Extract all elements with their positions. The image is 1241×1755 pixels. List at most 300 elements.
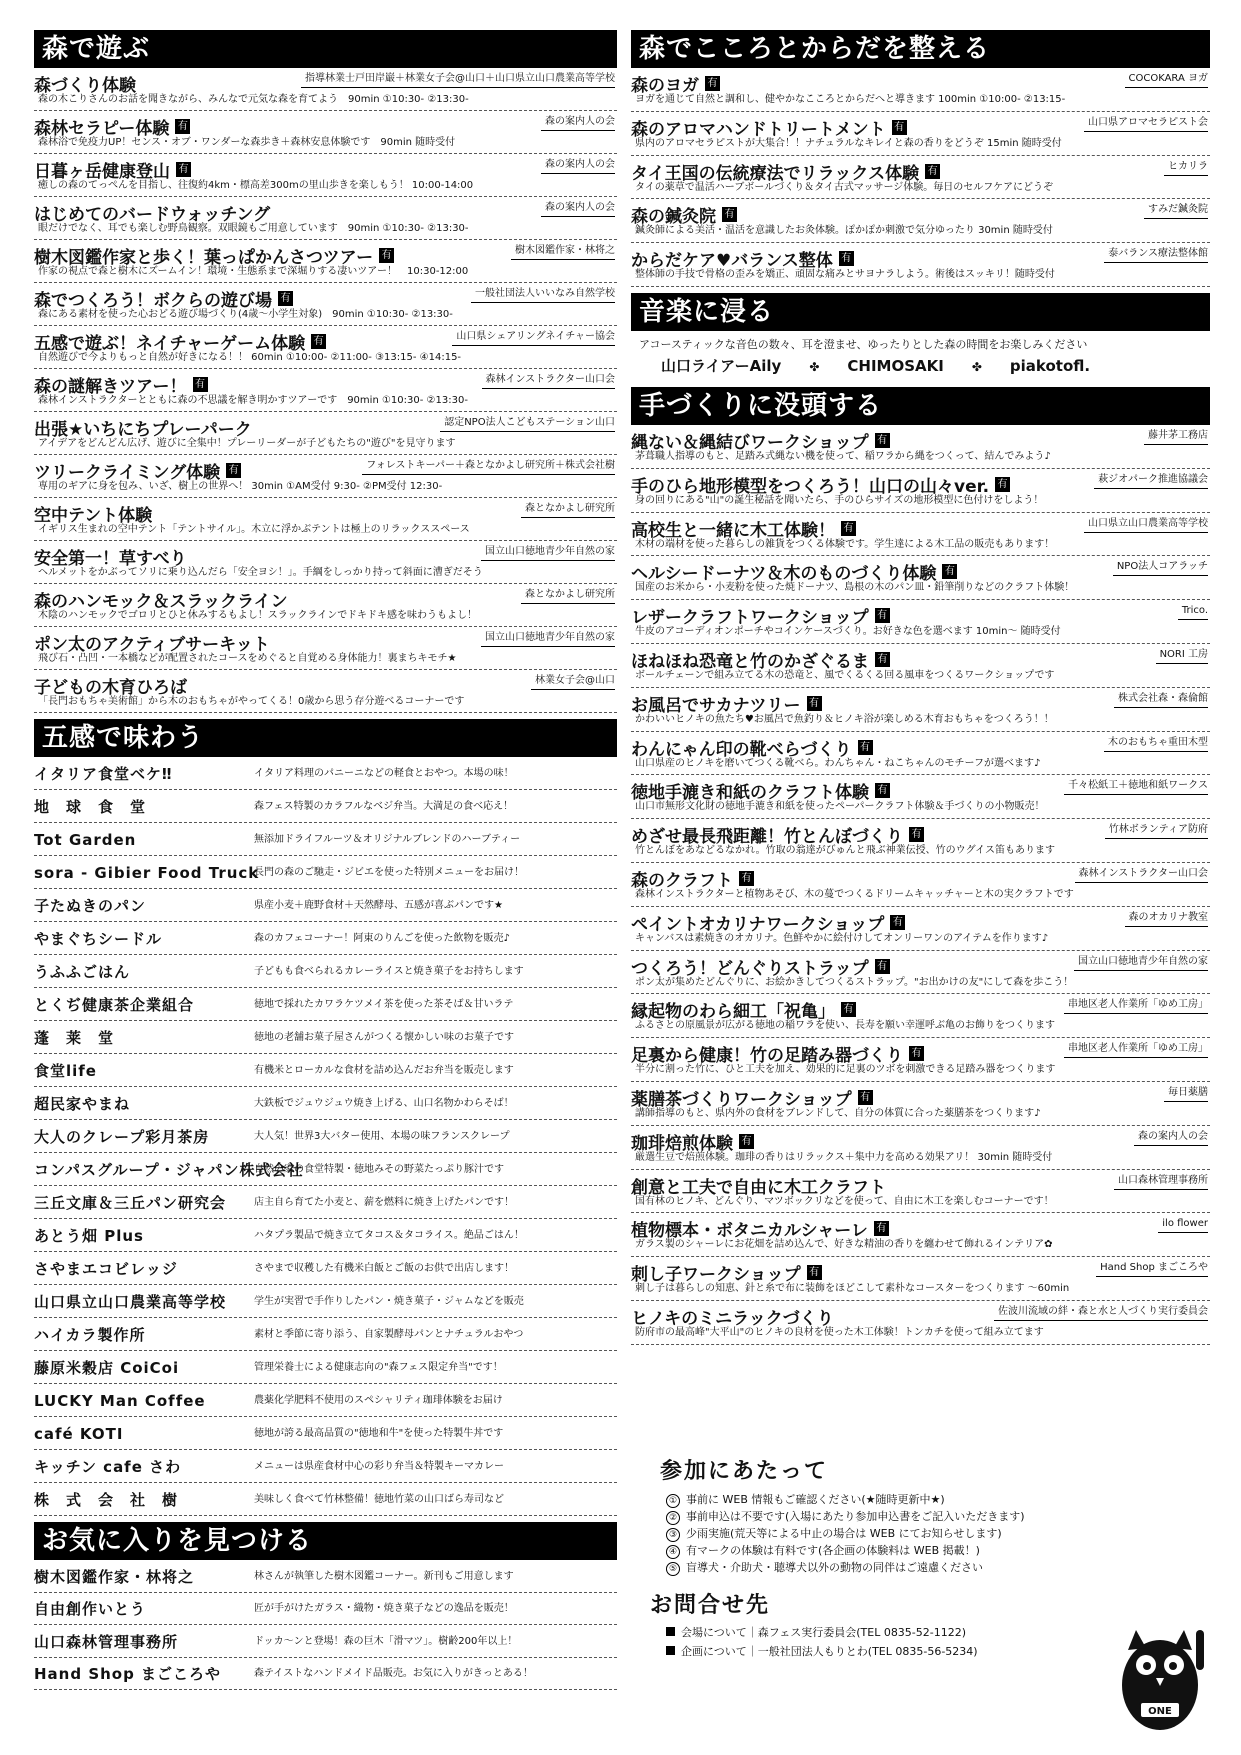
section-play-in-forest (34, 30, 617, 713)
activity-item[interactable] (631, 156, 1210, 200)
artist-name: CHIMOSAKI (847, 356, 944, 375)
activity-description: アイデアをどんどん広げ、遊びに全集中！プレーリーダーが子どもたちの"遊び"を見守ります (38, 438, 456, 449)
activity-title: めざせ最長飛距離！竹とんぼづくり (631, 827, 903, 848)
shop-vendor-name: 山口森林管理事務所 (34, 1632, 179, 1651)
food-vendor-description: メニューは県産食材中心の彩り弁当＆特製キーマカレー (254, 1460, 504, 1472)
food-vendor-description: 森フェス特製のカラフルなベジ弁当。大満足の食べ応え！ (254, 800, 514, 812)
food-vendor-description: 県産小麦＋鹿野食材＋天然酵母、五感が喜ぶパンです★ (254, 899, 503, 911)
shop-vendor-name: Hand Shop まごころや (34, 1665, 222, 1683)
activity-title-line (631, 910, 1210, 935)
activity-item[interactable] (34, 369, 617, 412)
activity-title: タイ王国の伝統療法でリラックス体験 (631, 163, 920, 184)
activity-organizer: 株式会社森・森倫館 (1114, 691, 1208, 708)
food-vendor-description: 大鉄板でジュウジュウ焼き上げる、山口名物かわらそば！ (254, 1097, 514, 1109)
activity-description: ボールチェーンで組み立てる木の恐竜と、風でくるくる回る風車をつくるワークショップです (635, 669, 1055, 681)
food-vendor-name: イタリア食堂ベケ‼ (34, 764, 173, 783)
activity-description: 半分に割った竹に、ひと工夫を加え、効果的に足裏のツボを刺激できる足踏み器をつくります (635, 1064, 1056, 1076)
square-bullet-icon (666, 1627, 675, 1636)
activity-organizer: 木のおもちゃ重田木型 (1104, 735, 1208, 752)
activity-description: 整体師の手技で骨格の歪みを矯正、頑固な痛みとサヨナラしよう。術後はスッキリ！随時受付 (635, 269, 1055, 281)
note-text: 事前に WEB 情報もご確認ください(★随時更新中★) (686, 1493, 945, 1506)
activity-title: ツリークライミング体験 (34, 463, 221, 483)
activity-organizer: 竹林ボランティア防府 (1105, 822, 1208, 839)
food-vendor-name: とくぢ健康茶企業組合 (34, 995, 195, 1014)
activity-description: 茅葺職人指導のもと、足踏み式縄ない機を使って、稲ワラから縄をつくって、結んでみよう♪ (635, 450, 1051, 462)
activity-item[interactable] (34, 283, 617, 326)
activity-organizer: 国立山口徳地青少年自然の家 (481, 544, 615, 561)
food-vendor-description: さやまで収穫した有機米白飯とご飯のお供で出店します！ (254, 1262, 514, 1274)
activity-title: 子どもの木育ひろば (34, 678, 187, 698)
activity-organizer: NPO法人コアラッチ (1113, 559, 1208, 576)
activity-item[interactable] (631, 907, 1210, 951)
activity-description: 木材の端材を使った暮らしの雑貨をつくる体験です。学生達による木工品の販売もあります！ (635, 538, 1055, 550)
paid-badge-icon: 有 (839, 251, 854, 266)
paid-badge-icon: 有 (739, 1134, 754, 1149)
food-vendor-description: 徳地の老舗お菓子屋さんがつくる懐かしい味のお菓子です (254, 1031, 514, 1043)
shop-vendor[interactable] (34, 1658, 617, 1691)
food-vendor-name: 地 球 食 堂 (34, 797, 147, 816)
paid-badge-icon: 有 (875, 783, 890, 798)
activity-item[interactable] (631, 1170, 1210, 1214)
note-item (650, 1525, 1210, 1542)
activity-title-line (34, 114, 617, 139)
paid-badge-icon: 有 (175, 119, 190, 134)
activity-title: 森づくり体験 (34, 76, 136, 96)
food-vendor-name: 蓬 莱 堂 (34, 1028, 115, 1047)
food-vendor[interactable] (34, 1153, 617, 1186)
section-body-and-mind (631, 30, 1210, 287)
food-vendor-description: 自然の家の食堂特製・徳地みその野菜たっぷり豚汁です (254, 1163, 504, 1175)
activity-title: 高校生と一緒に木工体験！ (631, 520, 835, 541)
food-vendor-name: さやまエコビレッジ (34, 1259, 178, 1278)
activity-item[interactable] (34, 584, 617, 627)
activity-description: 森にある素材を使った心おどる遊び場づくり(4歳〜小学生対象) 90min ①10:30- ②13:30- (38, 309, 453, 320)
activity-item[interactable] (631, 112, 1210, 156)
artist-name: piakotofl. (1009, 356, 1091, 375)
activity-description: 国有林のヒノキ、どんぐり、マツボックリなどを使って、自由に木工を楽しむコーナーです！ (635, 1195, 1054, 1207)
activity-item[interactable] (631, 994, 1210, 1038)
activity-organizer: 萩ジオパーク推進協議会 (1094, 472, 1208, 489)
paid-badge-icon: 有 (890, 915, 905, 930)
notes-list (650, 1491, 1210, 1576)
food-vendor[interactable] (34, 955, 617, 988)
activity-title: 足裏から健康！竹の足踏み器づくり (631, 1046, 903, 1067)
contact-title: お問合せ先 (650, 1593, 771, 1618)
activity-organizer: 毎日薬膳 (1164, 1085, 1208, 1102)
food-vendor[interactable] (34, 1417, 617, 1450)
activity-organizer: ヒカリラ (1164, 159, 1208, 176)
contact-text: 企画について｜一般社団法人もりとわ(TEL 0835-56-5234) (681, 1645, 978, 1658)
activity-item[interactable] (34, 240, 617, 283)
paid-badge-icon: 有 (739, 871, 754, 886)
activity-organizer: すみだ鍼灸院 (1144, 202, 1208, 219)
paid-badge-icon: 有 (807, 1265, 822, 1280)
section-heading: 森でこころとからだを整える (631, 30, 1210, 68)
music-artists (631, 353, 1210, 381)
activity-organizer: COCOKARA ヨガ (1125, 71, 1209, 88)
paid-badge-icon: 有 (875, 959, 890, 974)
activity-title-line (631, 647, 1210, 672)
food-vendor[interactable] (34, 790, 617, 823)
note-number: ③ (666, 1528, 680, 1542)
food-vendor-description: 美味しく食べて竹林整備！徳地竹菜の山口ばら寿司など (254, 1493, 504, 1505)
activity-organizer: 国立山口徳地青少年自然の家 (1074, 954, 1208, 971)
food-vendor-name: café KOTI (34, 1424, 124, 1443)
activity-item[interactable] (631, 863, 1210, 907)
activity-item[interactable] (34, 498, 617, 541)
paid-badge-icon: 有 (278, 291, 293, 306)
owl-mascot-icon (1110, 1610, 1210, 1740)
food-vendor-name: 大人のクレープ彩月茶房 (34, 1127, 210, 1146)
activity-description: 眼だけでなく、耳でも楽しむ野鳥観察。双眼鏡もご用意しています 90min ①10:30- ②13:30- (38, 223, 469, 234)
shop-vendor-description: 森テイストなハンドメイド品販売。お気に入りがきっとある！ (254, 1668, 533, 1679)
activity-title: 空中テント体験 (34, 506, 153, 526)
shop-vendor-description: 匠が手がけたガラス・織物・焼き菓子などの逸品を販売！ (254, 1603, 514, 1614)
paid-badge-icon: 有 (722, 207, 737, 222)
activity-title: 森林セラピー体験 (34, 119, 170, 139)
activity-title-line (631, 1129, 1210, 1154)
activity-description: キャンバスは素焼きのオカリナ。色鮮やかに絵付けしてオンリーワンのアイテムを作ります♪ (635, 932, 1049, 944)
activity-title: 刺し子ワークショップ (631, 1265, 801, 1286)
paid-badge-icon: 有 (807, 696, 822, 711)
activity-organizer: 一般社団法人いいなみ自然学校 (471, 286, 615, 303)
food-vendor-description: 無添加ドライフルーツ＆オリジナルブレンドのハーブティー (254, 833, 521, 845)
paid-badge-icon: 有 (909, 1046, 924, 1061)
activity-item[interactable] (631, 513, 1210, 557)
note-number: ⑤ (666, 1562, 680, 1576)
activity-item[interactable] (34, 68, 617, 111)
food-vendor[interactable] (34, 1318, 617, 1351)
activity-organizer: 樹木図鑑作家・林将之 (511, 243, 615, 260)
activity-description: 山口県産のヒノキを磨いてつくる靴べら。わんちゃん・ねこちゃんのモチーフが選べます♪ (635, 757, 1041, 769)
activity-organizer: 林業女子会@山口 (531, 673, 615, 690)
activity-organizer: 指導林業士戸田岸巌＋林業女子会@山口＋山口県立山口農業高等学校 (301, 71, 615, 88)
activity-item[interactable] (631, 775, 1210, 819)
food-vendor-name: うふふごはん (34, 962, 131, 981)
note-item (650, 1542, 1210, 1559)
activity-description: 国産のお米から・小麦粉を使った焼ドーナツ、島根の木のパン皿・鉛筆削りなどのクラフト体験！ (635, 582, 1075, 594)
activity-title-line (631, 159, 1210, 184)
left-column (34, 30, 617, 1696)
food-vendor-description: 学生が実習で手作りしたパン・焼き菓子・ジャムなどを販売 (254, 1295, 524, 1307)
activity-title: 出張★いちにちプレーパーク (34, 420, 252, 440)
activity-title: 森でつくろう！ボクらの遊び場 (34, 291, 272, 311)
paid-badge-icon: 有 (379, 248, 394, 263)
activity-item[interactable] (631, 243, 1210, 287)
activity-description: ヨガを通じて自然と調和し、健やかなこころとからだへと導きます 100min ①10:00- ②13:15- (635, 94, 1066, 105)
activity-item[interactable] (34, 670, 617, 713)
activity-description: 厳選生豆で焙煎体験。珈琲の香りはリラックス＋集中力を高める効果アリ！ 30min 随時受付 (635, 1151, 1053, 1163)
food-vendor-description: 素材と季節に寄り添う、自家製酵母パンとナチュラルおやつ (254, 1328, 524, 1340)
activity-title: わんにゃん印の靴べらづくり (631, 739, 852, 760)
section-heading: 音楽に浸る (631, 293, 1210, 331)
activity-description: 森林インストラクターと植物あそび、木の蔓でつくるドリームキャッチャーと木の実クラフトです (635, 888, 1074, 900)
activity-item[interactable] (631, 1213, 1210, 1257)
food-vendor[interactable] (34, 823, 617, 856)
activity-description: 自然遊びで今よりもっと自然が好きになる！！ 60min ①10:00- ②11:00- ③13:15- ④14:15- (38, 352, 462, 363)
activity-organizer: 森の案内人の会 (1134, 1129, 1208, 1146)
food-vendor[interactable] (34, 1087, 617, 1120)
activity-description: 鍼灸師による美活・温活を意識したお灸体験。ぽかぽか刺激で気分ゆったり 30min 随時受付 (635, 225, 1053, 237)
activity-description: タイの薬草で温活ハーブボールづくり＆タイ古式マッサージ体験。毎日のセルフケアにどうぞ (635, 181, 1053, 193)
activity-title: はじめてのバードウォッチング (34, 205, 271, 225)
activity-item[interactable] (34, 412, 617, 455)
paid-badge-icon: 有 (875, 433, 890, 448)
activity-organizer: 森の案内人の会 (541, 114, 615, 131)
paid-badge-icon: 有 (942, 564, 957, 579)
activity-item[interactable] (34, 197, 617, 240)
paid-badge-icon: 有 (841, 1002, 856, 1017)
food-vendor-name: 超民家やまね (34, 1094, 131, 1113)
contact-text: 会場について｜森フェス実行委員会(TEL 0835-52-1122) (681, 1626, 967, 1639)
note-item (650, 1508, 1210, 1525)
activity-item[interactable] (34, 541, 617, 584)
activity-title: つくろう！どんぐりストラップ (631, 958, 869, 979)
food-vendor-name: キッチン cafe さわ (34, 1457, 182, 1476)
activity-title: ペイントオカリナワークショップ (631, 914, 885, 935)
food-vendor[interactable] (34, 1351, 617, 1384)
music-intro: アコースティックな音色の数々、耳を澄ませ、ゆったりとした森の時間をお楽しみください (639, 337, 1088, 351)
activity-description: イギリス生まれの空中テント「テントサイル」。木立に浮かぶテントは極上のリラックススペース (38, 524, 470, 535)
food-vendor-name: 山口県立山口農業高等学校 (34, 1292, 227, 1311)
activity-description: 防府市の最高峰"大平山"のヒノキの良材を使った木工体験！トンカチを使って組み立てます (635, 1326, 1044, 1338)
activity-title: ヒノキのミニラックづくり (631, 1308, 834, 1329)
food-vendor-name: LUCKY Man Coffee (34, 1391, 206, 1410)
activity-title-line (631, 1085, 1210, 1110)
activity-item[interactable] (34, 326, 617, 369)
activity-description: ポン太が集めたどんぐりに、お絵かきしてつくるストラップ。"お出かけの友"にして森を歩こう！ (635, 976, 1074, 988)
activity-title-line (631, 428, 1210, 453)
activity-description: 森の木こりさんのお話を聞きながら、みんなで元気な森を育てよう 90min ①10:30- ②13:30- (38, 94, 469, 105)
activity-title: 森のヨガ (631, 76, 699, 96)
paid-badge-icon: 有 (176, 162, 191, 177)
food-vendor-name: 食堂life (34, 1061, 97, 1080)
activity-title: 森のクラフト (631, 870, 733, 891)
activity-title: 創意と工夫で自由に木工クラフト (631, 1177, 886, 1198)
food-vendor-description: イタリア料理のパニーニなどの軽食とおやつ。本場の味！ (254, 767, 514, 779)
note-text: 有マークの体験は有料です(各企画の体験料は WEB 掲載！) (686, 1544, 980, 1557)
activity-item[interactable] (631, 1257, 1210, 1301)
activity-organizer: 山口県アロマセラピスト会 (1084, 115, 1208, 132)
activity-title: 森の謎解きツアー！ (34, 377, 187, 397)
section-heading: お気に入りを見つける (34, 1522, 617, 1560)
square-bullet-icon (666, 1646, 675, 1655)
food-vendor[interactable] (34, 1384, 617, 1417)
activity-organizer: 森の案内人の会 (541, 200, 615, 217)
note-text: 盲導犬・介助犬・聴導犬以外の動物の同伴はご遠慮ください (686, 1561, 983, 1574)
activity-title: 珈琲焙煎体験 (631, 1133, 733, 1154)
activity-organizer: 認定NPO法人こどもステーション山口 (440, 415, 615, 432)
paid-badge-icon: 有 (705, 76, 720, 91)
food-vendor[interactable] (34, 757, 617, 790)
shop-vendor[interactable] (34, 1593, 617, 1626)
note-number: ④ (666, 1545, 680, 1559)
activity-title: お風呂でサカナツリー (631, 695, 801, 716)
activity-organizer: フォレストキーパー＋森となかよし研究所＋株式会社樹 (362, 458, 615, 475)
activity-title: ヘルシードーナツ＆木のものづくり体験 (631, 564, 937, 585)
paid-badge-icon: 有 (874, 1221, 889, 1236)
activity-description: 木陰のハンモックでゴロリとひと休みするもよし！スラックラインでドキドキ感を味わうもよし！ (38, 610, 477, 621)
activity-organizer: NORI 工房 (1156, 647, 1208, 664)
food-vendor[interactable] (34, 889, 617, 922)
paid-badge-icon: 有 (858, 740, 873, 755)
activity-organizer: 山口森林管理事務所 (1114, 1173, 1208, 1190)
section-heading: 森で遊ぶ (34, 30, 617, 68)
food-vendor-description: 店主自ら育てた小麦と、薪を燃料に焼き上げたパンです！ (254, 1196, 514, 1208)
activity-item[interactable] (631, 556, 1210, 600)
food-vendor[interactable] (34, 1450, 617, 1483)
activity-item[interactable] (631, 469, 1210, 513)
food-vendor[interactable] (34, 856, 617, 889)
activity-item[interactable] (34, 154, 617, 197)
activity-title: 安全第一！草すべり (34, 549, 187, 569)
activity-description: 専用のギアに身を包み、いざ、樹上の世界へ！ 30min ①AM受付 9:30- ②PM受付 12:30- (38, 481, 443, 492)
food-vendor-name: 子たぬきのパン (34, 896, 147, 915)
shop-vendor-description: 林さんが執筆した樹木図鑑コーナー。新刊もご用意します (254, 1570, 514, 1582)
note-text: 事前申込は不要です(入場にあたり参加申込書をご記入いただきます) (686, 1510, 1025, 1523)
activity-description: 牛皮のアコーディオンポーチやコインケースづくり。お好きな色を選べます 10min〜 随時受付 (635, 626, 1061, 638)
shop-vendor-description: ドッカ〜ンと登場！森の巨木「滑マツ」。樹齢200年以上！ (254, 1635, 518, 1647)
activity-item[interactable] (631, 1126, 1210, 1170)
note-item (650, 1491, 1210, 1508)
activity-organizer: 佐波川流域の絆・森と水と人づくり実行委員会 (994, 1304, 1208, 1321)
activity-organizer: 串地区老人作業所「ゆめ工房」 (1064, 1041, 1208, 1058)
right-column (631, 30, 1210, 1351)
activity-title: からだケア♥バランス整体 (631, 251, 833, 272)
food-vendor-name: 藤原米穀店 CoiCoi (34, 1358, 180, 1377)
activity-item[interactable] (631, 688, 1210, 732)
activity-description: 山口市無形文化財の徳地手漉き和紙を使ったペーパークラフト体験＆手づくりの小物販売！ (635, 801, 1045, 813)
food-vendor[interactable] (34, 1483, 617, 1516)
activity-title-line (34, 157, 617, 182)
activity-organizer: 山口県立山口農業高等学校 (1084, 516, 1208, 533)
activity-item[interactable] (631, 600, 1210, 644)
activity-description: 癒しの森のてっぺんを目指し、往復約4km・標高差300mの里山歩きを楽しもう！ 10:00-14:00 (38, 180, 474, 191)
food-vendor[interactable] (34, 988, 617, 1021)
food-vendor-description: 徳地が誇る最高品質の"徳地和牛"を使った特製牛丼です (254, 1427, 504, 1439)
activity-description: 県内のアロマセラピストが大集合！！ナチュラルなキレイと森の香りをどうぞ 15min 随時受付 (635, 137, 1062, 149)
note-text: 少雨実施(荒天等による中止の場合は WEB にてお知らせします) (686, 1527, 1002, 1540)
food-vendor[interactable] (34, 1252, 617, 1285)
activity-title: 縄ない＆縄結びワークショップ (631, 432, 869, 453)
activity-description: 「長門おもちゃ美術館」から木のおもちゃがやってくる！0歳から思う存分遊べるコーナーです (38, 696, 465, 707)
section-taste-five-senses (34, 719, 617, 1516)
activity-title: 徳地手漉き和紙のクラフト体験 (631, 783, 869, 804)
activity-title: 植物標本・ボタニカルシャーレ (631, 1221, 868, 1242)
activity-title: 樹木図鑑作家と歩く！葉っぱかんさつツアー (34, 248, 374, 268)
food-vendor[interactable] (34, 1285, 617, 1318)
activity-description: 作家の視点で森と樹木にズームイン！環境・生態系まで深堀りする凄いツアー！ 10:30-12:00 (38, 266, 469, 277)
activity-item[interactable] (631, 732, 1210, 776)
section-music (631, 293, 1210, 381)
flower-separator-icon: ✤ (809, 359, 820, 374)
paid-badge-icon: 有 (875, 608, 890, 623)
activity-item[interactable] (631, 425, 1210, 469)
activity-item[interactable] (631, 199, 1210, 243)
artist-name: 山口ライアーAily (661, 356, 782, 375)
activity-organizer: 森の案内人の会 (541, 157, 615, 174)
activity-item[interactable] (34, 111, 617, 154)
activity-organizer: Trico. (1178, 603, 1208, 620)
shop-vendor-name: 樹木図鑑作家・林将之 (34, 1567, 195, 1586)
paid-badge-icon: 有 (226, 463, 241, 478)
activity-title: 薬膳茶づくりワークショップ (631, 1089, 852, 1110)
food-vendor[interactable] (34, 1054, 617, 1087)
activity-title-line (631, 71, 1210, 96)
activity-item[interactable] (631, 68, 1210, 112)
activity-organizer: 森となかよし研究所 (521, 587, 615, 604)
flower-separator-icon: ✤ (971, 359, 982, 374)
section-handcraft (631, 387, 1210, 1345)
food-vendor-description: 長門の森のご馳走・ジビエを使った特別メニューをお届け！ (254, 866, 524, 878)
activity-title: 手のひら地形模型をつくろう！山口の山々ver. (631, 476, 990, 497)
food-vendor-description: 子どもも食べられるカレーライスと焼き菓子をお持ちします (254, 965, 524, 977)
paid-badge-icon: 有 (858, 1090, 873, 1105)
food-vendor[interactable] (34, 1219, 617, 1252)
food-vendor-description: 農薬化学肥料不使用のスペシャリティ珈琲体験をお届け (254, 1394, 503, 1406)
shop-vendor-name: 自由創作いとう (34, 1600, 147, 1618)
activity-title-line (34, 200, 617, 225)
activity-title-line (631, 1216, 1210, 1242)
activity-organizer: ilo flower (1158, 1216, 1208, 1233)
activity-description: 刺し子は暮らしの知恵、針と糸で布に装飾をほどこして素朴なコースターをつくります 〜60min (635, 1283, 1070, 1295)
activity-item[interactable] (631, 1082, 1210, 1126)
activity-description: 竹とんぼをあなどるなかれ。竹取の翁達がびゅんと飛ぶ神業伝授、竹のウグイス笛もあります (635, 845, 1055, 857)
note-number: ② (666, 1511, 680, 1525)
activity-item[interactable] (631, 819, 1210, 863)
food-vendor-name: あとう畑 Plus (34, 1226, 144, 1245)
food-vendor[interactable] (34, 922, 617, 955)
activity-organizer: 山口県シェアリングネイチャー協会 (452, 329, 615, 346)
activity-organizer: Hand Shop まごころや (1096, 1260, 1208, 1277)
activity-item[interactable] (34, 455, 617, 498)
activity-description: ふるさとの原風景が広がる徳地の稲ワラを使い、長寿を願い幸運呼ぶ亀のお飾りをつくります (635, 1020, 1055, 1032)
food-vendor[interactable] (34, 1186, 617, 1219)
food-vendor-description: 大人気！世界3大バター使用、本場の味フランスクレープ (254, 1130, 510, 1142)
food-vendor-name: やまぐちシードル (34, 929, 163, 948)
food-vendor-description: 徳地で採れたカワラケツメイ茶を使った茶そば＆甘いラテ (254, 998, 514, 1010)
activity-title-line (631, 202, 1210, 228)
food-vendor-description: ハタプラ製品で焼き立てタコス＆タコライス。絶品ごはん！ (254, 1229, 524, 1241)
paid-badge-icon: 有 (193, 377, 208, 392)
activity-organizer: 森林インストラクター山口会 (482, 372, 616, 389)
food-vendor[interactable] (34, 1120, 617, 1153)
activity-description: 森林インストラクターとともに森の不思議を解き明かすツアーです 90min ①10:30- ②13:30- (38, 395, 468, 406)
note-item (650, 1559, 1210, 1576)
paid-badge-icon: 有 (909, 827, 924, 842)
food-vendor-description: 管理栄養士による健康志向の"森フェス限定弁当"です！ (254, 1361, 503, 1373)
food-vendor[interactable] (34, 1021, 617, 1054)
activity-description: ヘルメットをかぶってソリに乗り込んだら「安全ヨシ！」。手綱をしっかり持って斜面に漕ぎだそう (38, 567, 483, 578)
activity-item[interactable] (34, 627, 617, 670)
activity-description: 森林浴で免疫力UP！センス・オブ・ワンダーな森歩き＋森林安息体験です 90min 随時受付 (38, 137, 456, 148)
paid-badge-icon: 有 (925, 164, 940, 179)
food-vendor-name: 三丘文庫＆三丘パン研究会 (34, 1193, 227, 1212)
activity-organizer: 串地区老人作業所「ゆめ工房」 (1064, 997, 1208, 1014)
paid-badge-icon: 有 (311, 334, 326, 349)
activity-item[interactable] (631, 1038, 1210, 1082)
activity-title: レザークラフトワークショップ (631, 608, 869, 629)
activity-item[interactable] (631, 951, 1210, 995)
shop-vendor[interactable] (34, 1625, 617, 1658)
paid-badge-icon: 有 (875, 652, 890, 667)
shop-vendor[interactable] (34, 1560, 617, 1593)
activity-item[interactable] (631, 644, 1210, 688)
notes-title: 参加にあたって (660, 1459, 829, 1484)
note-number: ① (666, 1494, 680, 1508)
activity-description: 講師指導のもと、県内外の食材をブレンドして、自分の体質に合った薬膳茶をつくります♪ (635, 1107, 1041, 1119)
activity-item[interactable] (631, 1301, 1210, 1345)
